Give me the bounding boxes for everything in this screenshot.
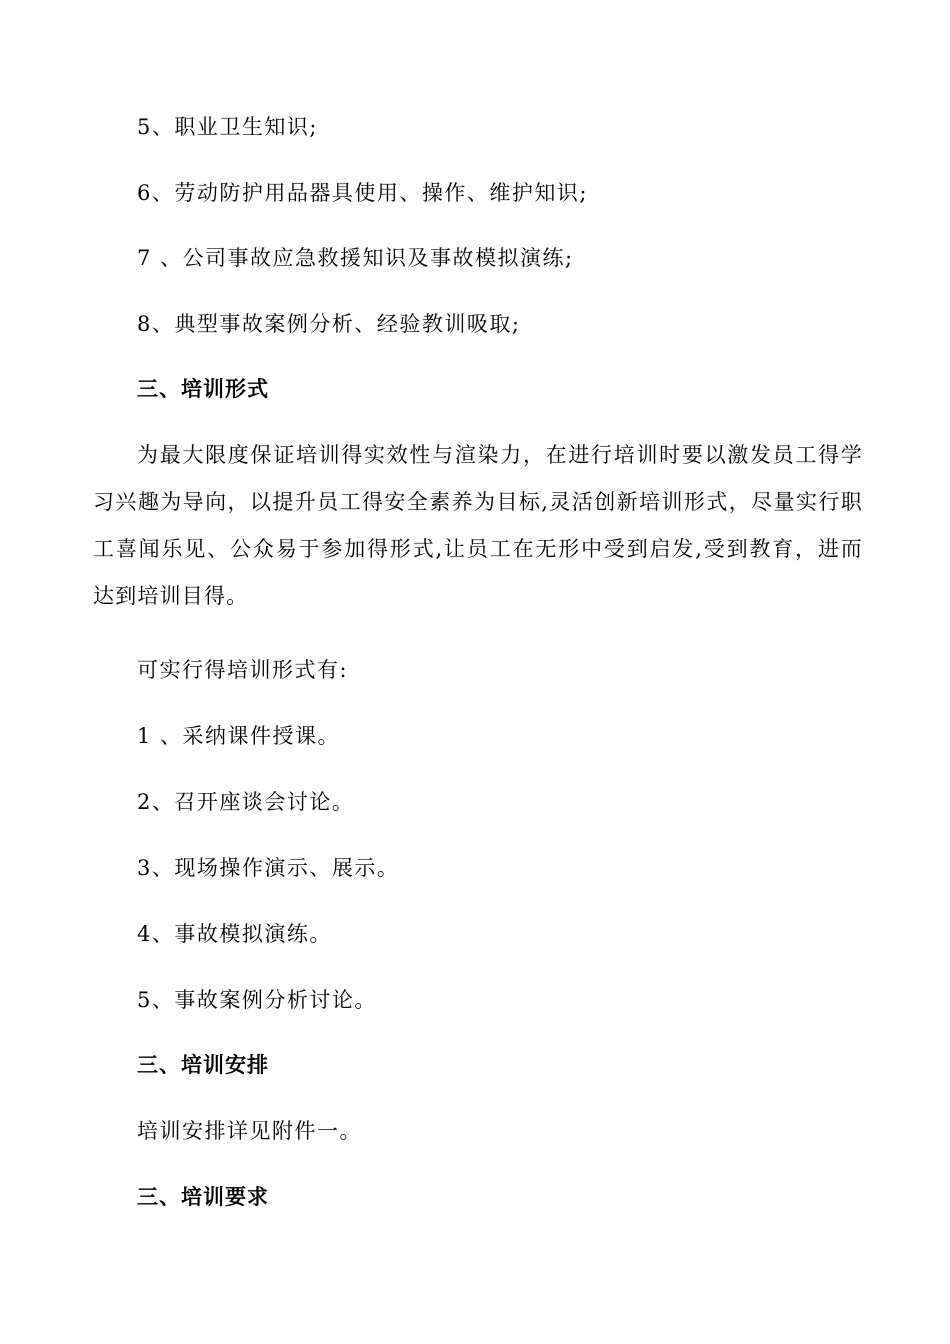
list-item-onsite-demo: 3、现场操作演示、展示。 (137, 856, 400, 880)
section-heading-training-form: 三、培训形式 (137, 377, 269, 401)
list-item-protective-equipment: 6、劳动防护用品器具使用、操作、维护知识; (137, 181, 588, 205)
list-item-drill: 4、事故模拟演练。 (137, 922, 332, 946)
section-heading-training-requirements: 三、培训要求 (137, 1185, 269, 1209)
list-item-symposium: 2、召开座谈会讨论。 (137, 790, 355, 814)
list-item-courseware: 1 、采纳课件授课。 (137, 724, 341, 748)
training-schedule-text: 培训安排详见附件一。 (137, 1119, 362, 1143)
training-form-intro: 可实行得培训形式有: (137, 658, 349, 682)
list-item-case-discussion: 5、事故案例分析讨论。 (137, 988, 377, 1012)
list-item-occupational-health: 5、职业卫生知识; (137, 115, 318, 139)
section-heading-training-schedule: 三、培训安排 (137, 1053, 269, 1077)
training-form-paragraph: 为最大限度保证培训得实效性与渲染力，在进行培训时要以激发员工得学习兴趣为导向，以提升员工得安全素养为目标,灵活创新培训形式，尽量实行职工喜闻乐见、公众易于参加得形式,让员工在无形中受到启发,受到教育，进而达到培训目得。 (93, 443, 863, 608)
list-item-case-analysis: 8、典型事故案例分析、经验教训吸取; (137, 312, 521, 336)
list-item-emergency-rescue: 7 、公司事故应急救援知识及事故模拟演练; (137, 246, 574, 270)
